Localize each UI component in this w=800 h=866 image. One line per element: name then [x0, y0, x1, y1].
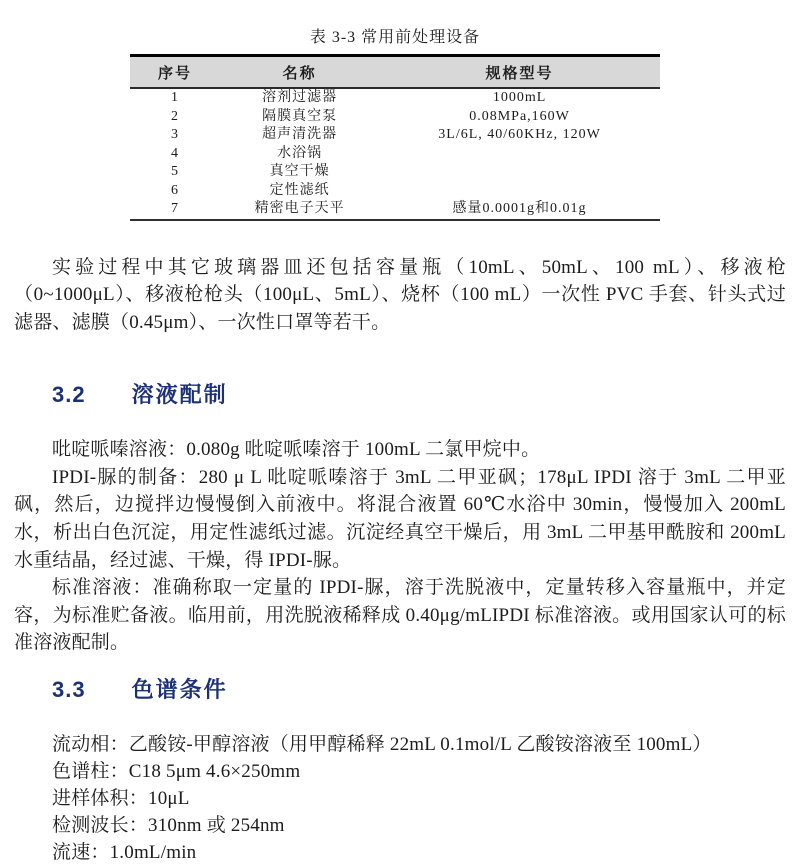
name-cell: 水浴锅 [277, 145, 323, 161]
header-spec: 规格型号 [379, 56, 660, 89]
index-cell: 5 [171, 164, 180, 180]
condition-line-wavelength: 检测波长：310nm 或 254nm [52, 815, 285, 837]
table-header-row [130, 56, 660, 89]
name-cell: 定性滤纸 [269, 182, 330, 198]
spec-cell: 0.08MPa,160W [469, 108, 570, 124]
equipment-table [130, 54, 660, 221]
spec-cell [379, 182, 660, 201]
condition-line-column: 色谱柱：C18 5μm 4.6×250mm [52, 761, 301, 783]
index-cell: 3 [171, 127, 180, 143]
intro-paragraph: 实验过程中其它玻璃器皿还包括容量瓶（10mL、50mL、100 mL）、移液枪（0~1000μL）、移液枪枪头（100μL、5mL）、烧杯（100 mL）一次性 PVC 手套、针头式过滤器、滤膜（0.45μm）、一次性口罩等若干。 [14, 256, 786, 333]
spec-cell: 1000mL [492, 90, 547, 106]
table-row [130, 163, 660, 182]
name-cell: 隔膜真空泵 [262, 108, 338, 124]
condition-line-injection-volume: 进样体积：10μL [52, 788, 190, 810]
index-cell: 2 [171, 108, 180, 124]
section-title: 色谱条件 [131, 677, 228, 703]
section-heading-3-2 [52, 378, 786, 409]
index-cell: 4 [171, 145, 180, 161]
index-cell: 7 [171, 201, 180, 217]
spec-cell [379, 163, 660, 182]
name-cell: 溶剂过滤器 [262, 90, 338, 106]
table-row [130, 200, 660, 220]
section-number: 3.2 [52, 382, 86, 408]
equipment-table-block [130, 24, 660, 221]
table-row [130, 126, 660, 145]
table-row [130, 88, 660, 108]
index-cell: 6 [171, 182, 180, 198]
table-row [130, 182, 660, 201]
header-index: 序号 [130, 56, 220, 89]
spec-cell [379, 145, 660, 164]
section-number: 3.3 [52, 677, 86, 703]
header-name: 名称 [220, 56, 379, 89]
index-cell: 1 [171, 90, 180, 106]
section-title: 溶液配制 [131, 382, 228, 408]
condition-line-flow-rate: 流速：1.0mL/min [52, 842, 197, 864]
solution-paragraph-ipdi-urea: IPDI-脲的制备：280 μ L 吡啶哌嗪溶于 3mL 二甲亚砜；178μL IPDI 溶于 3mL 二甲亚砜，然后，边搅拌边慢慢倒入前液中。将混合液置 60℃水浴中 30min，慢慢加入 200mL 水，析出白色沉淀，用定性滤纸过滤。沉淀经真空干燥后，用 3mL 二甲基甲酰胺和 200mL 水重结晶，经过滤、干燥，得 IPDI-脲。 [14, 466, 786, 571]
spec-cell: 3L/6L, 40/60KHz, 120W [438, 127, 601, 143]
name-cell: 超声清洗器 [262, 127, 338, 143]
solution-paragraph-standard: 标准溶液：准确称取一定量的 IPDI-脲，溶于洗脱液中，定量转移入容量瓶中，并定容，为标准贮备液。临用前，用洗脱液稀释成 0.40μg/mLIPDI 标准溶液。或用国家认可的标准溶液配制。 [14, 577, 786, 654]
table-caption: 表 3-3 常用前处理设备 [309, 29, 481, 46]
table-row [130, 145, 660, 164]
table-row [130, 108, 660, 127]
section-heading-3-3 [52, 673, 786, 704]
solution-paragraph-pyridine: 吡啶哌嗪溶液：0.080g 吡啶哌嗪溶于 100mL 二氯甲烷中。 [52, 439, 541, 461]
spec-cell: 感量0.0001g和0.01g [452, 201, 587, 217]
name-cell: 真空干燥 [269, 164, 330, 180]
name-cell: 精密电子天平 [254, 201, 345, 217]
condition-line-mobile-phase: 流动相：乙酸铵-甲醇溶液（用甲醇稀释 22mL 0.1mol/L 乙酸铵溶液至 100mL） [52, 734, 712, 756]
